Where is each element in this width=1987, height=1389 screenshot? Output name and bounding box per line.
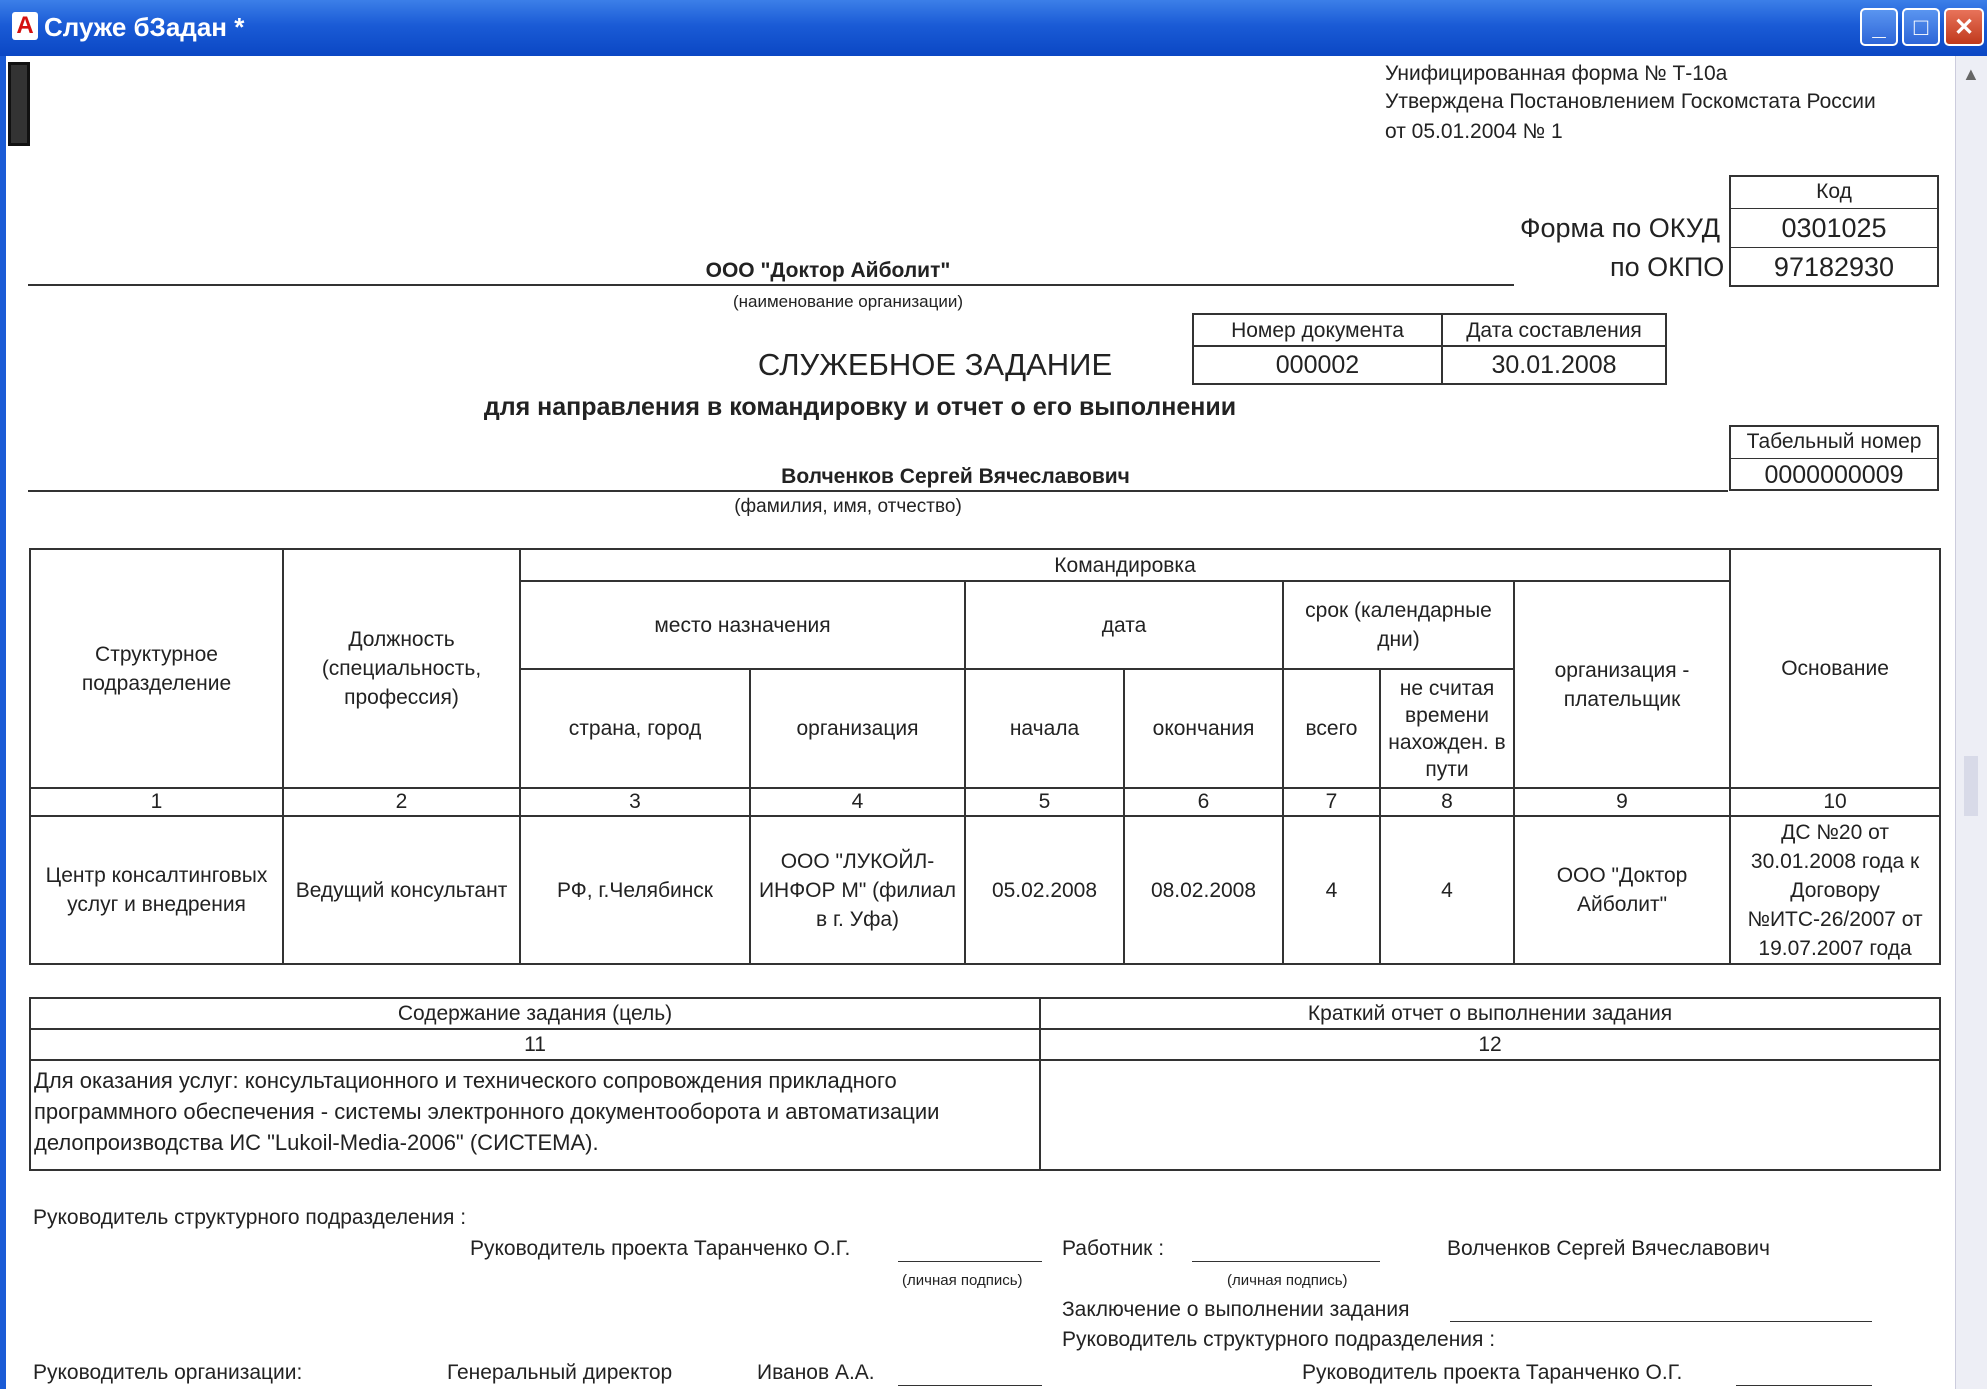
worker-signature-line <box>1192 1261 1380 1262</box>
document-subtitle: для направления в командировку и отчет о его выполнении <box>483 393 1237 421</box>
cell-country-city: РФ, г.Челябинск <box>520 816 750 964</box>
okud-value: 0301025 <box>1781 213 1887 243</box>
cell-end: 08.02.2008 <box>1124 816 1283 964</box>
dept-head-label: Руководитель структурного подразделения : <box>33 1206 467 1229</box>
cell-basis: ДС №20 от 30.01.2008 года к Договору №ИТС-26/2007 от 19.07.2007 года <box>1730 816 1940 964</box>
project-head-signature-line <box>898 1261 1042 1262</box>
cell-org: ООО "ЛУКОЙЛ-ИНФОР М" (филиал в г. Уфа) <box>750 816 965 964</box>
window-title-bar[interactable] <box>0 0 1987 56</box>
cell-position: Ведущий консультант <box>283 816 520 964</box>
header-excl-travel: не считая времени нахожден. в пути <box>1380 669 1514 788</box>
employee-caption: (фамилия, имя, отчество) <box>734 496 962 517</box>
signature-caption: (личная подпись) <box>902 1272 1023 1289</box>
codes-divider <box>1729 247 1939 248</box>
project-head-label: Руководитель проекта Таранченко О.Г. <box>470 1237 851 1260</box>
close-button[interactable]: ✕ <box>1944 8 1984 46</box>
okud-label: Форма по ОКУД <box>1520 213 1721 243</box>
document-date-label: Дата составления <box>1442 314 1666 346</box>
scroll-up-arrow-icon[interactable]: ▲ <box>1962 64 1980 84</box>
okpo-label: по ОКПО <box>1610 252 1725 282</box>
window-title: Служе бЗадан * <box>44 12 245 42</box>
acrobat-app-icon: A <box>12 12 38 40</box>
tab-number-divider <box>1729 458 1939 459</box>
signature-caption: (личная подпись) <box>1227 1272 1348 1289</box>
conclusion-label: Заключение о выполнении задания <box>1062 1298 1410 1321</box>
tab-number-label: Табельный номер <box>1746 430 1922 453</box>
window-left-border <box>0 56 6 1389</box>
task-report-col-number: 12 <box>1040 1029 1940 1060</box>
codes-divider <box>1729 208 1939 209</box>
general-director-label: Генеральный директор <box>447 1361 673 1384</box>
col-number: 5 <box>965 788 1124 816</box>
trip-table <box>29 548 1941 965</box>
col-number: 4 <box>750 788 965 816</box>
task-report-header: Краткий отчет о выполнении задания <box>1040 998 1940 1029</box>
form-header-line2: Утверждена Постановлением Госкомстата России <box>1385 90 1876 113</box>
header-basis: Основание <box>1730 549 1940 788</box>
header-payer: организация - плательщик <box>1514 581 1730 788</box>
col-number: 9 <box>1514 788 1730 816</box>
col-number: 8 <box>1380 788 1514 816</box>
task-table <box>29 997 1941 1171</box>
org-head-signature-line <box>898 1385 1042 1386</box>
cell-total: 4 <box>1283 816 1380 964</box>
text-cursor-marker <box>8 62 30 146</box>
header-term: срок (календарные дни) <box>1283 581 1514 669</box>
vertical-scrollbar[interactable] <box>1955 56 1987 1389</box>
col-number: 3 <box>520 788 750 816</box>
scrollbar-thumb[interactable] <box>1964 756 1978 816</box>
cell-excl-travel: 4 <box>1380 816 1514 964</box>
okpo-value: 97182930 <box>1773 252 1895 282</box>
dept-head-label-2: Руководитель структурного подразделения : <box>1062 1328 1496 1351</box>
employee-name: Волченков Сергей Вячеславович <box>781 465 1130 488</box>
col-number: 10 <box>1730 788 1940 816</box>
header-dept: Структурное подразделение <box>30 549 283 788</box>
task-report <box>1040 1060 1940 1170</box>
worker-name: Волченков Сергей Вячеславович <box>1447 1237 1770 1260</box>
header-country-city: страна, город <box>520 669 750 788</box>
col-number: 2 <box>283 788 520 816</box>
header-end: окончания <box>1124 669 1283 788</box>
task-content: Для оказания услуг: консультационного и технического сопровождения прикладного программного обеспечения - системы электронного документооборота и автоматизации делопроизводства ИС "Lukoil-Media-2006" (СИСТЕМА). <box>30 1060 1040 1170</box>
header-date: дата <box>965 581 1283 669</box>
document-title: СЛУЖЕБНОЕ ЗАДАНИЕ <box>757 347 1113 382</box>
document-number-table <box>1192 313 1667 385</box>
task-content-header: Содержание задания (цель) <box>30 998 1040 1029</box>
document-number-value: 000002 <box>1193 346 1442 384</box>
tab-number-value: 0000000009 <box>1764 461 1904 489</box>
form-header-line3: от 05.01.2004 № 1 <box>1385 120 1563 143</box>
header-start: начала <box>965 669 1124 788</box>
maximize-button[interactable]: □ <box>1902 8 1940 46</box>
organization-name: ООО "Доктор Айболит" <box>705 259 951 282</box>
cell-payer: ООО "Доктор Айболит" <box>1514 816 1730 964</box>
org-head-label: Руководитель организации: <box>33 1361 303 1384</box>
cell-start: 05.02.2008 <box>965 816 1124 964</box>
project-head-label-2: Руководитель проекта Таранченко О.Г. <box>1302 1361 1683 1384</box>
project-head-signature-line-2 <box>1736 1385 1872 1386</box>
document-date-value: 30.01.2008 <box>1442 346 1666 384</box>
col-number: 6 <box>1124 788 1283 816</box>
ivanov-label: Иванов А.А. <box>757 1361 875 1384</box>
header-position: Должность (специальность, профессия) <box>283 549 520 788</box>
header-total: всего <box>1283 669 1380 788</box>
conclusion-line <box>1450 1321 1872 1322</box>
worker-label: Работник : <box>1062 1237 1165 1260</box>
header-org: организация <box>750 669 965 788</box>
document-number-label: Номер документа <box>1193 314 1442 346</box>
cell-dept: Центр консалтинговых услуг и внедрения <box>30 816 283 964</box>
col-number: 7 <box>1283 788 1380 816</box>
organization-caption: (наименование организации) <box>732 292 964 311</box>
employee-underline <box>28 490 1728 492</box>
kod-label: Код <box>1816 180 1852 203</box>
task-content-col-number: 11 <box>30 1029 1040 1060</box>
header-destination: место назначения <box>520 581 965 669</box>
organization-underline <box>28 284 1514 286</box>
form-header-line1: Унифицированная форма № Т-10а <box>1385 62 1728 85</box>
minimize-button[interactable]: _ <box>1860 8 1898 46</box>
col-number: 1 <box>30 788 283 816</box>
header-trip: Командировка <box>520 549 1730 581</box>
